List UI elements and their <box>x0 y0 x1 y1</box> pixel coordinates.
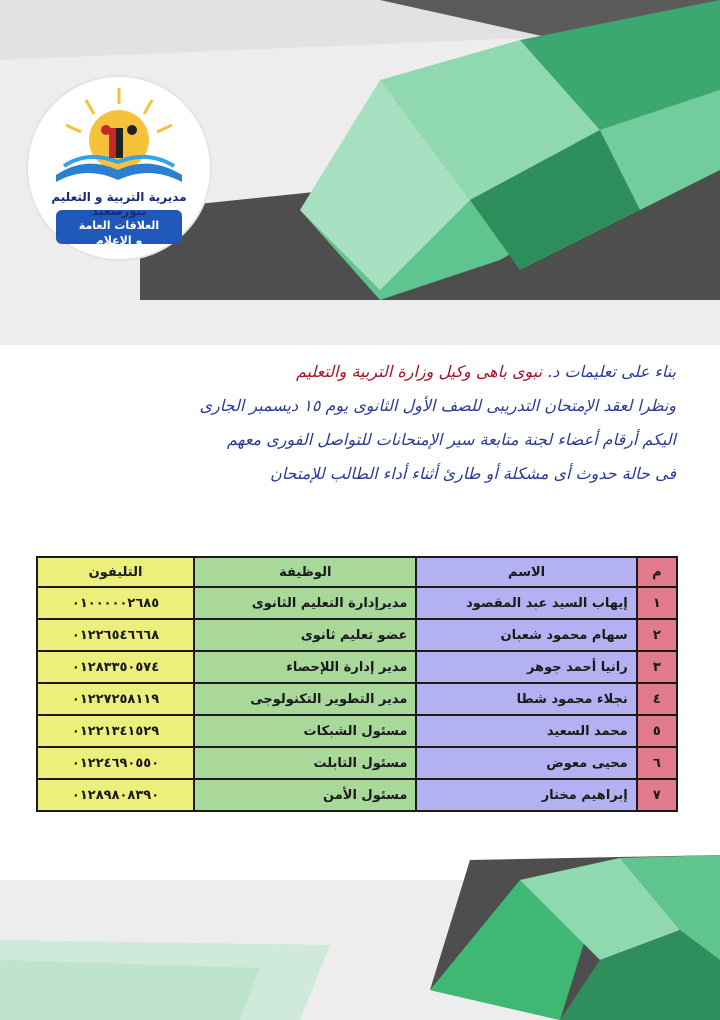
logo-department-line: و الإعلام <box>95 234 143 247</box>
table-row <box>37 587 677 619</box>
row-job: مديرإدارة التعليم الثانوى <box>194 587 416 619</box>
row-num: ٤ <box>637 683 677 715</box>
row-job: مسئول الأمن <box>194 779 416 811</box>
row-name: إيهاب السيد عبد المقصود <box>416 587 636 619</box>
row-num: ٧ <box>637 779 677 811</box>
row-phone: ٠١٢٢٧٢٥٨١١٩ <box>37 683 194 715</box>
row-job: عضو تعليم ثانوى <box>194 619 416 651</box>
row-job: مسئول التابلت <box>194 747 416 779</box>
table-header-row <box>37 557 677 587</box>
table-row <box>37 619 677 651</box>
row-num: ١ <box>637 587 677 619</box>
row-phone: ٠١٢٢١٣٤١٥٢٩ <box>37 715 194 747</box>
row-phone: ٠١٠٠٠٠٠٢٦٨٥ <box>37 587 194 619</box>
notice-line-1-plain: بناء على تعليمات د. <box>547 362 676 381</box>
row-name: سهام محمود شعبان <box>416 619 636 651</box>
row-num: ٦ <box>637 747 677 779</box>
row-phone: ٠١٢٢٦٥٤٦٦٦٨ <box>37 619 194 651</box>
table-row <box>37 779 677 811</box>
row-phone: ٠١٢٢٤٦٩٠٥٥٠ <box>37 747 194 779</box>
notice-line-2: ونظرا لعقد الإمتحان التدريبى للصف الأول الثانوى يوم ١٥ ديسمبر الجارى <box>199 396 676 415</box>
logo-department-line: العلاقات العامة <box>78 219 160 232</box>
table-row <box>37 683 677 715</box>
row-name: محيى معوض <box>416 747 636 779</box>
notice-line-3: اليكم أرقام أعضاء لجنة متابعة سير الإمتحانات للتواصل الفورى معهم <box>226 430 676 449</box>
logo-name: مديرية التربية و التعليم ببورسعيد <box>51 190 187 218</box>
row-job: مسئول الشبكات <box>194 715 416 747</box>
row-num: ٣ <box>637 651 677 683</box>
row-phone: ٠١٢٨٣٣٥٠٥٧٤ <box>37 651 194 683</box>
row-job: مدير التطوير التكنولوجى <box>194 683 416 715</box>
row-name: محمد السعيد <box>416 715 636 747</box>
table-row <box>37 747 677 779</box>
notice-text-panel <box>60 346 690 502</box>
header-num: م <box>637 557 677 587</box>
row-phone: ٠١٢٨٩٨٠٨٣٩٠ <box>37 779 194 811</box>
row-num: ٥ <box>637 715 677 747</box>
header-job: الوظيفة <box>194 557 416 587</box>
contacts-table <box>36 556 678 812</box>
notice-line-4: فى حالة حدوث أى مشكلة أو طارئ أثناء أداء الطالب للإمتحان <box>269 464 676 483</box>
row-name: رانيا أحمد جوهر <box>416 651 636 683</box>
notice-line-1-highlight: نبوى باهى وكيل وزارة التربية والتعليم <box>295 362 543 381</box>
row-name: نجلاء محمود شطا <box>416 683 636 715</box>
table-row <box>37 651 677 683</box>
header-phone: التليفون <box>37 557 194 587</box>
notice-line-1 <box>296 362 676 381</box>
directorate-logo <box>26 70 212 266</box>
row-job: مدير إدارة اللإحصاء <box>194 651 416 683</box>
contacts-table-panel <box>26 542 690 817</box>
row-num: ٢ <box>637 619 677 651</box>
logo-department <box>26 218 212 248</box>
table-row <box>37 715 677 747</box>
header-name: الاسم <box>416 557 636 587</box>
row-name: إبراهيم مختار <box>416 779 636 811</box>
